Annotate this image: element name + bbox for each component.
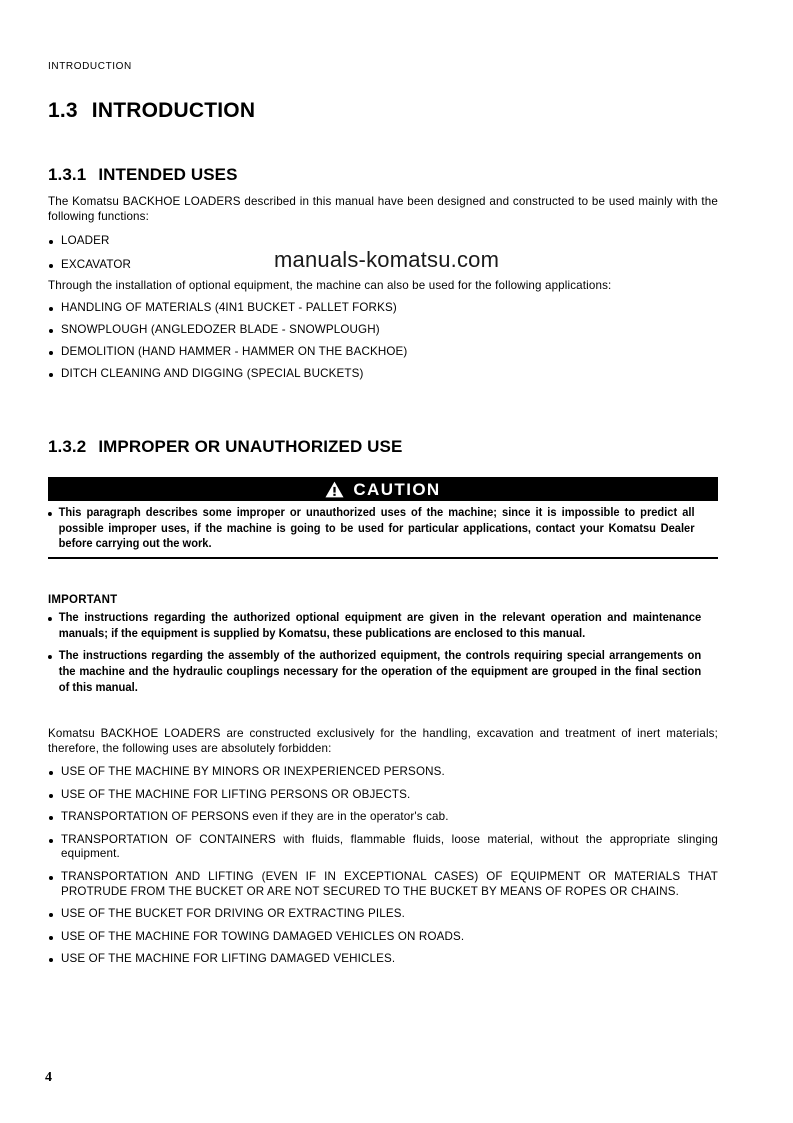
warning-triangle-icon [325, 481, 344, 498]
list-item: TRANSPORTATION AND LIFTING (EVEN IF IN EXCEPTIONAL CASES) OF EQUIPMENT OR MATERIALS THAT PROTRUDE FROM THE BUCKET OR ARE NOT SECURED TO THE BUCKET BY MEANS OF ROPES OR CHAINS. [48, 870, 718, 899]
subsection-number: 1.3.1 [48, 165, 87, 184]
heading-improper-use [48, 437, 402, 457]
caution-text-list [48, 506, 718, 553]
caution-banner [48, 477, 718, 501]
list-item: USE OF THE MACHINE FOR TOWING DAMAGED VEHICLES ON ROADS. [48, 930, 718, 945]
forbidden-uses-paragraph: Komatsu BACKHOE LOADERS are constructed exclusively for the handling, excavation and treatment of inert materials; therefore, the following uses are absolutely forbidden: [48, 727, 718, 755]
applications-list [48, 301, 718, 389]
list-item: The instructions regarding the assembly of the authorized equipment, the controls requiring special arrangements on the machine and the hydraulic couplings necessary for the operation of the equipment are grouped in the final section of this manual. [48, 649, 701, 697]
section-number: 1.3 [48, 99, 78, 122]
subsection-title: INTENDED USES [98, 165, 238, 184]
running-header: INTRODUCTION [48, 61, 132, 72]
list-item: EXCAVATOR [48, 258, 718, 273]
heading-intended-uses [48, 165, 238, 185]
list-item: SNOWPLOUGH (ANGLEDOZER BLADE - SNOWPLOUGH) [48, 323, 718, 338]
list-item: USE OF THE MACHINE BY MINORS OR INEXPERIENCED PERSONS. [48, 765, 718, 780]
page-title [48, 99, 255, 123]
intended-uses-intro-paragraph: The Komatsu BACKHOE LOADERS described in this manual have been designed and constructed to be used mainly with the following functions: [48, 195, 718, 223]
subsection-number: 1.3.2 [48, 437, 87, 456]
list-item: DITCH CLEANING AND DIGGING (SPECIAL BUCKETS) [48, 367, 718, 382]
horizontal-rule [48, 557, 718, 559]
list-item: USE OF THE BUCKET FOR DRIVING OR EXTRACTING PILES. [48, 907, 718, 922]
list-item: LOADER [48, 234, 718, 249]
page-number: 4 [45, 1070, 52, 1085]
list-item: USE OF THE MACHINE FOR LIFTING PERSONS OR OBJECTS. [48, 788, 718, 803]
caution-banner-inner [325, 481, 440, 498]
caution-label: CAUTION [353, 479, 441, 499]
list-item: This paragraph describes some improper or unauthorized uses of the machine; since it is impossible to predict all possible improper uses, if the machine is going to be used for particular applications, contact your Komatsu Dealer before carrying out the work. [48, 506, 695, 553]
list-item: USE OF THE MACHINE FOR LIFTING DAMAGED VEHICLES. [48, 952, 718, 967]
list-item: HANDLING OF MATERIALS (4IN1 BUCKET - PALLET FORKS) [48, 301, 718, 316]
important-label: IMPORTANT [48, 594, 118, 606]
list-item: TRANSPORTATION OF PERSONS even if they are in the operator's cab. [48, 810, 718, 825]
optional-equipment-paragraph: Through the installation of optional equipment, the machine can also be used for the following applications: [48, 279, 612, 292]
list-item: The instructions regarding the authorized optional equipment are given in the relevant operation and maintenance manuals; if the equipment is supplied by Komatsu, these publications are enclosed to this manual. [48, 611, 701, 643]
important-list [48, 611, 718, 703]
list-item: DEMOLITION (HAND HAMMER - HAMMER ON THE BACKHOE) [48, 345, 718, 360]
forbidden-uses-list [48, 765, 718, 975]
list-item: TRANSPORTATION OF CONTAINERS with fluids, flammable fluids, loose material, without the appropriate slinging equipment. [48, 833, 718, 862]
watermark: manuals-komatsu.com [274, 247, 500, 272]
subsection-title: IMPROPER OR UNAUTHORIZED USE [98, 437, 403, 456]
section-title: INTRODUCTION [91, 99, 256, 122]
